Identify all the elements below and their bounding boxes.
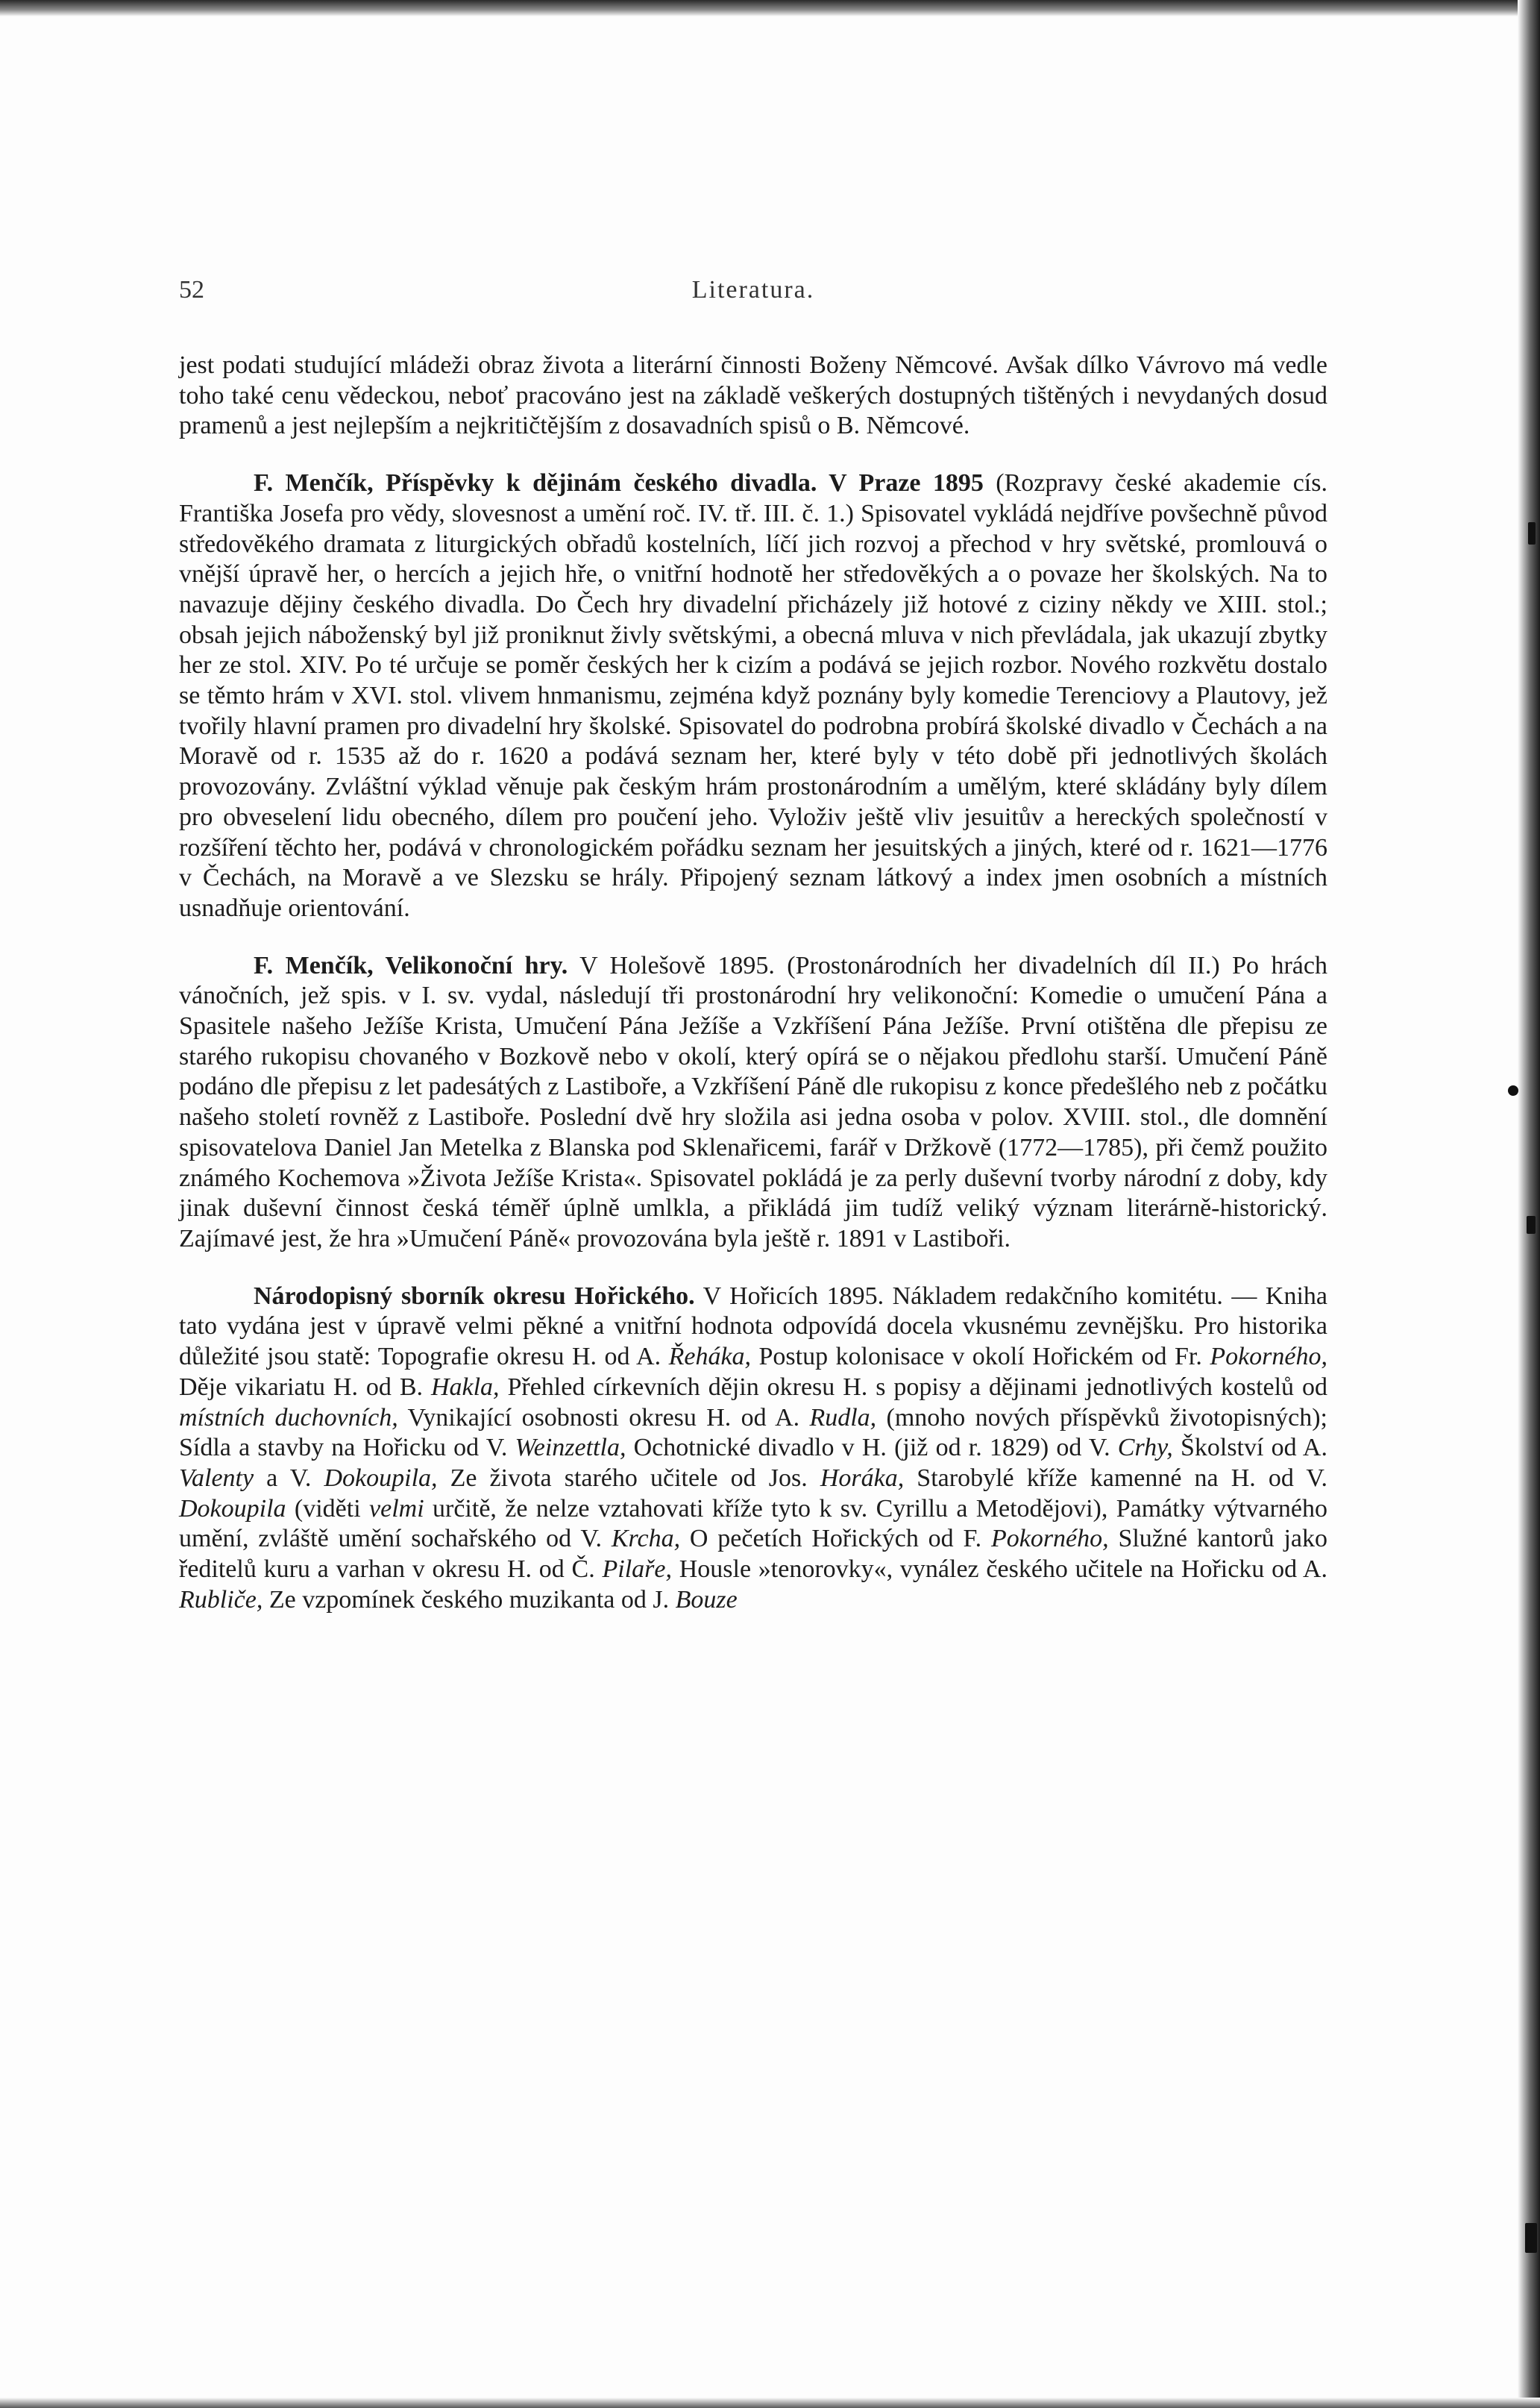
body-text: Starobylé kříže kamenné na H. od V. — [904, 1464, 1327, 1492]
author-name: Hakla, — [430, 1373, 500, 1401]
entry-body — [179, 1282, 1327, 1614]
body-text: určitě, že nelze vztahovati kříže tyto k sv. Cyrillu a Metodějovi), Památky výtvarného umění, zvláště umění sochařského od V. — [179, 1494, 1327, 1553]
body-text: Postup kolonisace v okolí Hořickém od Fr. — [751, 1343, 1210, 1371]
author-name: Řeháka, — [668, 1343, 752, 1371]
author-name: Pilaře, — [602, 1555, 672, 1584]
author-name: Rudla, — [809, 1403, 877, 1432]
review-entry-mencik-velikonocni — [179, 951, 1327, 1255]
body-text: Služné kantorů jako ředitelů kuru a varhan v okresu H. od Č. — [179, 1525, 1328, 1584]
entry-heading: Národopisný sborník okresu Hořického. — [254, 1282, 695, 1310]
author-name: velmi — [369, 1494, 424, 1523]
scan-mark — [1528, 522, 1536, 545]
author-name: Pokorného, — [990, 1525, 1109, 1553]
author-name: místních duchovních, — [179, 1403, 398, 1432]
page-body — [179, 351, 1327, 1615]
author-name: Dokoupila — [179, 1494, 286, 1523]
scan-edge-bottom — [0, 2398, 1540, 2408]
author-name: Valenty — [179, 1464, 254, 1492]
body-text: Děje vikariatu H. od B. — [179, 1373, 431, 1401]
body-text: Ze života starého učitele od Jos. — [437, 1464, 820, 1492]
body-text: Přehled církevních dějin okresu H. s popisy a dějinami jednotlivých kostelů od — [499, 1373, 1327, 1401]
body-text: Ze vzpomínek českého muzikanta od J. — [263, 1585, 676, 1614]
author-name: Bouze — [675, 1585, 738, 1614]
author-name: Weinzettla, — [515, 1434, 626, 1462]
body-text: Školství od A. — [1172, 1434, 1327, 1462]
body-text: a V. — [254, 1464, 324, 1492]
page-number: 52 — [179, 276, 204, 304]
scan-edge-top — [0, 0, 1540, 16]
body-text: V Hořicích 1895. Nákladem redakčního komitétu. — Kniha tato vydána jest v úpravě velmi pěkné a vnitřní hodnota odpovídá docela vkusnému zevnějšku. Pro historika důležité jsou statě: Topografie okresu H. od A. — [179, 1282, 1327, 1371]
body-text: Vynikající osobnosti okresu H. od A. — [397, 1403, 810, 1432]
scan-mark — [1525, 2223, 1537, 2253]
running-title: Literatura. — [691, 276, 815, 304]
scan-mark — [1508, 1085, 1518, 1096]
author-name: Dokoupila, — [324, 1464, 438, 1492]
body-text: Ochotnické divadlo v H. (již od r. 1829) od V. — [626, 1434, 1118, 1462]
scan-mark — [1527, 1216, 1536, 1234]
entry-body: (Rozpravy české akademie cís. Františka Josefa pro vědy, slovesnost a umění roč. IV. tř. III. č. 1.) Spisovatel vykládá nejdříve povšechně původ středověkého dramata z liturgických obřadů kostelních, líčí jich rozvoj a přechod v hry světské, promlouvá o vnější úpravě her, o hercích a jejich hře, o vnitřní hodnotě her středověkých a o povaze her školských. Na to navazuje dějiny českého divadla. Do Čech hry divadelní přicházely již hotové z ciziny někdy ve XIII. stol.; obsah jejich náboženský byl již proniknut živly světskými, a obecná mluva v nich převládala, jak ukazují zbytky her ze stol. XIV. Po té určuje se poměr českých her k cizím a podává se jejich rozbor. Nového rozkvětu dostalo se těmto hrám v XVI. stol. vlivem hnmanismu, zejména když poznány byly komedie Terenciovy a Plautovy, jež tvořily hlavní pramen pro divadelní hry školské. Spisovatel do podrobna probírá školské divadlo v Čechách a na Moravě od r. 1535 až do r. 1620 a podává seznam her, které byly v této době při jednotlivých školách provozovány. Zvláštní výklad věnuje pak českým hrám prostonárodním a umělým, které skládány byly dílem pro obveselení lidu obecného, dílem pro poučení jeho. Vyloživ ještě vliv jesuitův a hereckých společností v rozšíření těchto her, podává v chronologickém pořádku seznam her jesuitských a jiných, které od r. 1621—1776 v Čechách, na Moravě a ve Slezsku se hrály. Připojený seznam látkový a index jmen osobních a místních usnadňuje orientování. — [179, 469, 1327, 922]
entry-heading: F. Menčík, Příspěvky k dějinám českého divadla. V Praze 1895 — [254, 469, 984, 498]
body-text: (mnoho nových příspěvků životopisných); Sídla a stavby na Hořicku od V. — [179, 1403, 1327, 1462]
body-text: Housle »tenorovky«, vynález českého učitele na Hořicku od A. — [671, 1555, 1328, 1584]
author-name: Crhy, — [1117, 1434, 1173, 1462]
continuation-paragraph: jest podati studující mládeži obraz života a literární činnosti Boženy Němcové. Avšak dílko Vávrovo má vedle toho také cenu vědeckou, neboť pracováno jest na základě veškerých dostupných tištěných i nevydaných dosud pramenů a jest nejlepším a nejkritičtějším z dosavadních spisů o B. Němcové. — [179, 351, 1327, 440]
author-name: Horáka, — [820, 1464, 905, 1492]
author-name: Pokorného, — [1210, 1343, 1327, 1371]
body-text: O pečetích Hořických od F. — [680, 1525, 991, 1553]
body-text: (viděti — [286, 1494, 370, 1523]
entry-heading: F. Menčík, Velikonoční hry. — [254, 951, 568, 979]
author-name: Rubliče, — [179, 1585, 263, 1614]
review-entry-mencik-prispevky — [179, 468, 1327, 924]
scan-edge-right — [1518, 0, 1540, 2408]
review-entry-narodopisny-sbornik — [179, 1282, 1327, 1616]
entry-body: V Holešově 1895. (Prostonárodních her divadelních díl II.) Po hrách vánočních, jež spis. v I. sv. vydal, následují tři prostonárodní hry velikonoční: Komedie o umučení Pána a Spasitele našeho Ježíše Krista, Umučení Pána Ježíše a Vzkříšení Pána Ježíše. První otištěna dle přepisu ze starého rukopisu chovaného v Bozkově nebo v okolí, který opírá se o nějakou předlohu starší. Umučení Páně podáno dle přepisu z let padesátých z Lastiboře, a Vzkříšení Páně dle rukopisu z konce předešlého neb z počátku našeho století rovněž z Lastiboře. Poslední dvě hry složila asi jedna osoba v polov. XVIII. stol., dle domnění spisovatelova Daniel Jan Metelka z Blanska pod Sklenařicemi, farář v Držkově (1772—1785), při čemž použito známého Kochemova »Života Ježíše Krista«. Spisovatel pokládá je za perly duševní tvorby národní z doby, kdy jinak duševní činnost česká téměř úplně umlkla, a přikládá jim tudíž veliký význam literárně-historický. Zajímavé jest, že hra »Umučení Páně« provozována byla ještě r. 1891 v Lastiboři. — [179, 951, 1327, 1252]
author-name: Krcha, — [611, 1525, 681, 1553]
page-header — [179, 276, 1327, 313]
